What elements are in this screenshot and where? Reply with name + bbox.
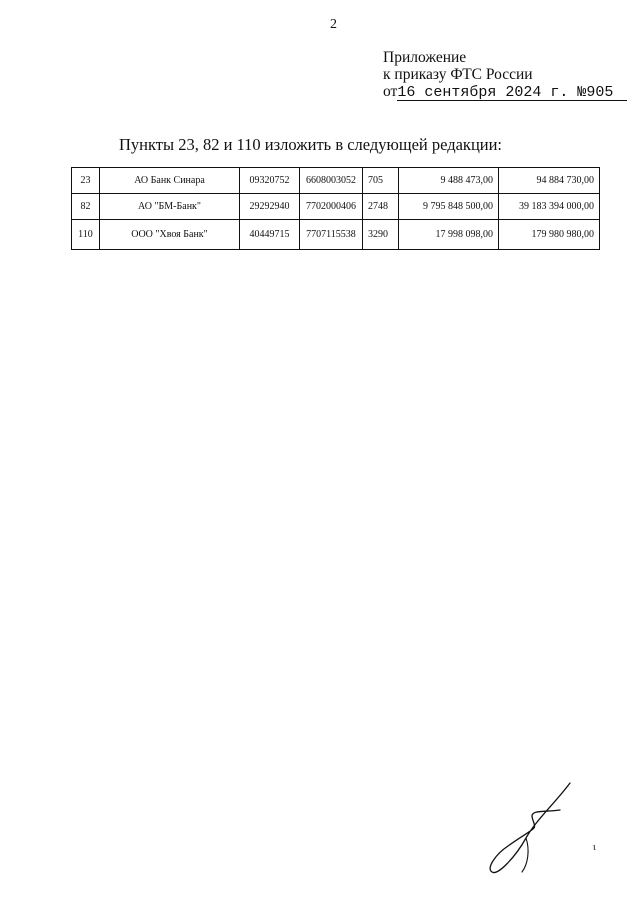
cell-inn: 7702000406 xyxy=(300,194,363,220)
appendix-order-ref: к приказу ФТС России xyxy=(383,66,533,83)
cell-bank-name: ООО "Хвоя Банк" xyxy=(100,220,240,250)
table-row xyxy=(72,168,600,194)
cell-number: 110 xyxy=(72,220,100,250)
cell-code-1: 40449715 xyxy=(240,220,300,250)
cell-code-1: 29292940 xyxy=(240,194,300,220)
cell-amount-1: 9 488 473,00 xyxy=(399,168,499,194)
appendix-header xyxy=(383,49,627,101)
cell-reg-number: 2748 xyxy=(363,194,399,220)
cell-reg-number: 705 xyxy=(363,168,399,194)
intro-text: Пункты 23, 82 и 110 изложить в следующей редакции: xyxy=(119,135,503,154)
appendix-date-stamp: 16 сентября 2024 г. №905 xyxy=(397,85,627,101)
appendix-date-prefix: от xyxy=(383,83,398,100)
cell-code-1: 09320752 xyxy=(240,168,300,194)
page-number: 2 xyxy=(330,17,337,32)
table-row xyxy=(72,220,600,250)
cell-amount-2: 94 884 730,00 xyxy=(499,168,600,194)
cell-number: 82 xyxy=(72,194,100,220)
cell-amount-1: 17 998 098,00 xyxy=(399,220,499,250)
cell-bank-name: АО Банк Синара xyxy=(100,168,240,194)
handwritten-signature xyxy=(486,780,586,880)
cell-amount-2: 179 980 980,00 xyxy=(499,220,600,250)
cell-reg-number: 3290 xyxy=(363,220,399,250)
cell-inn: 7707115538 xyxy=(300,220,363,250)
cell-number: 23 xyxy=(72,168,100,194)
cell-bank-name: АО "БМ-Банк" xyxy=(100,194,240,220)
table-row xyxy=(72,194,600,220)
cell-amount-1: 9 795 848 500,00 xyxy=(399,194,499,220)
corner-mark: ι xyxy=(593,842,596,853)
appendix-title: Приложение xyxy=(383,49,467,66)
cell-inn: 6608003052 xyxy=(300,168,363,194)
appendix-date-line xyxy=(383,83,627,101)
entries-table xyxy=(71,167,600,250)
cell-amount-2: 39 183 394 000,00 xyxy=(499,194,600,220)
